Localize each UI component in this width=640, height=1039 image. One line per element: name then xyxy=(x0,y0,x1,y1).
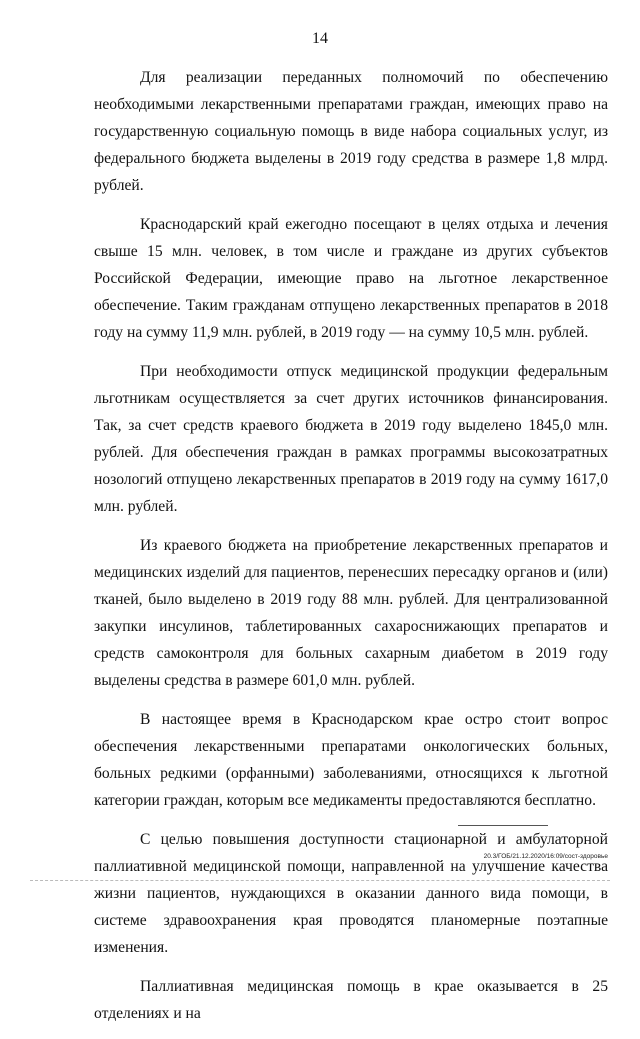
page-number: 14 xyxy=(312,30,328,47)
paragraph-regional-funding: При необходимости отпуск медицинской продукции федеральным льготникам осуществляется за счет других источников финансирования. Так, за счет средств краевого бюджета в 2019 году выделено 1845,0 млн. рублей. Для обеспечения граждан в рамках программы высокозатратных нозологий отпущено лекарственных препаратов в 2019 году на сумму 1617,0 млн. рублей. xyxy=(94,363,608,515)
document-body xyxy=(94,64,608,1039)
scan-bottom-edge xyxy=(30,880,610,881)
paragraph-oncology-orphan: В настоящее время в Краснодарском крае остро стоит вопрос обеспечения лекарственными препаратами онкологических больных, больных редкими (орфанными) заболеваниями, относящихся к льготной категории граждан, которым все медикаменты предоставляются бесплатно. xyxy=(94,711,608,809)
paragraph-palliative-departments: Паллиативная медицинская помощь в крае оказывается в 25 отделениях и на xyxy=(94,978,608,1022)
paragraph-palliative-goals: С целью повышения доступности стационарной и амбулаторной паллиативной медицинской помощи, направленной на улучшение качества жизни пациентов, нуждающихся в оказании данного вида помощи, в системе здравоохранения края проводятся планомерные поэтапные изменения. xyxy=(94,831,608,956)
footnote-divider xyxy=(458,825,548,826)
document-code: 20.3/ГОБ/21.12.2020/16:09/сост-здоровье xyxy=(483,853,608,860)
paragraph-visitors: Краснодарский край ежегодно посещают в целях отдыха и лечения свыше 15 млн. человек, в том числе и граждане из других субъектов Российской Федерации, имеющие право на льготное лекарственное обеспечение. Таким гражданам отпущено лекарственных препаратов в 2018 году на сумму 11,9 млн. рублей, в 2019 году — на сумму 10,5 млн. рублей. xyxy=(94,216,608,341)
paragraph-transplant-diabetes: Из краевого бюджета на приобретение лекарственных препаратов и медицинских изделий для пациентов, перенесших пересадку органов и (или) тканей, было выделено в 2019 году 88 млн. рублей. Для централизованной закупки инсулинов, таблетированных сахароснижающих препаратов и средств самоконтроля для больных сахарным диабетом в 2019 году выделены средства в размере 601,0 млн. рублей. xyxy=(94,537,608,689)
paragraph-federal-budget: Для реализации переданных полномочий по обеспечению необходимыми лекарственными препаратами граждан, имеющих право на государственную социальную помощь в виде набора социальных услуг, из федерального бюджета выделены в 2019 году средства в размере 1,8 млрд. рублей. xyxy=(94,69,608,194)
